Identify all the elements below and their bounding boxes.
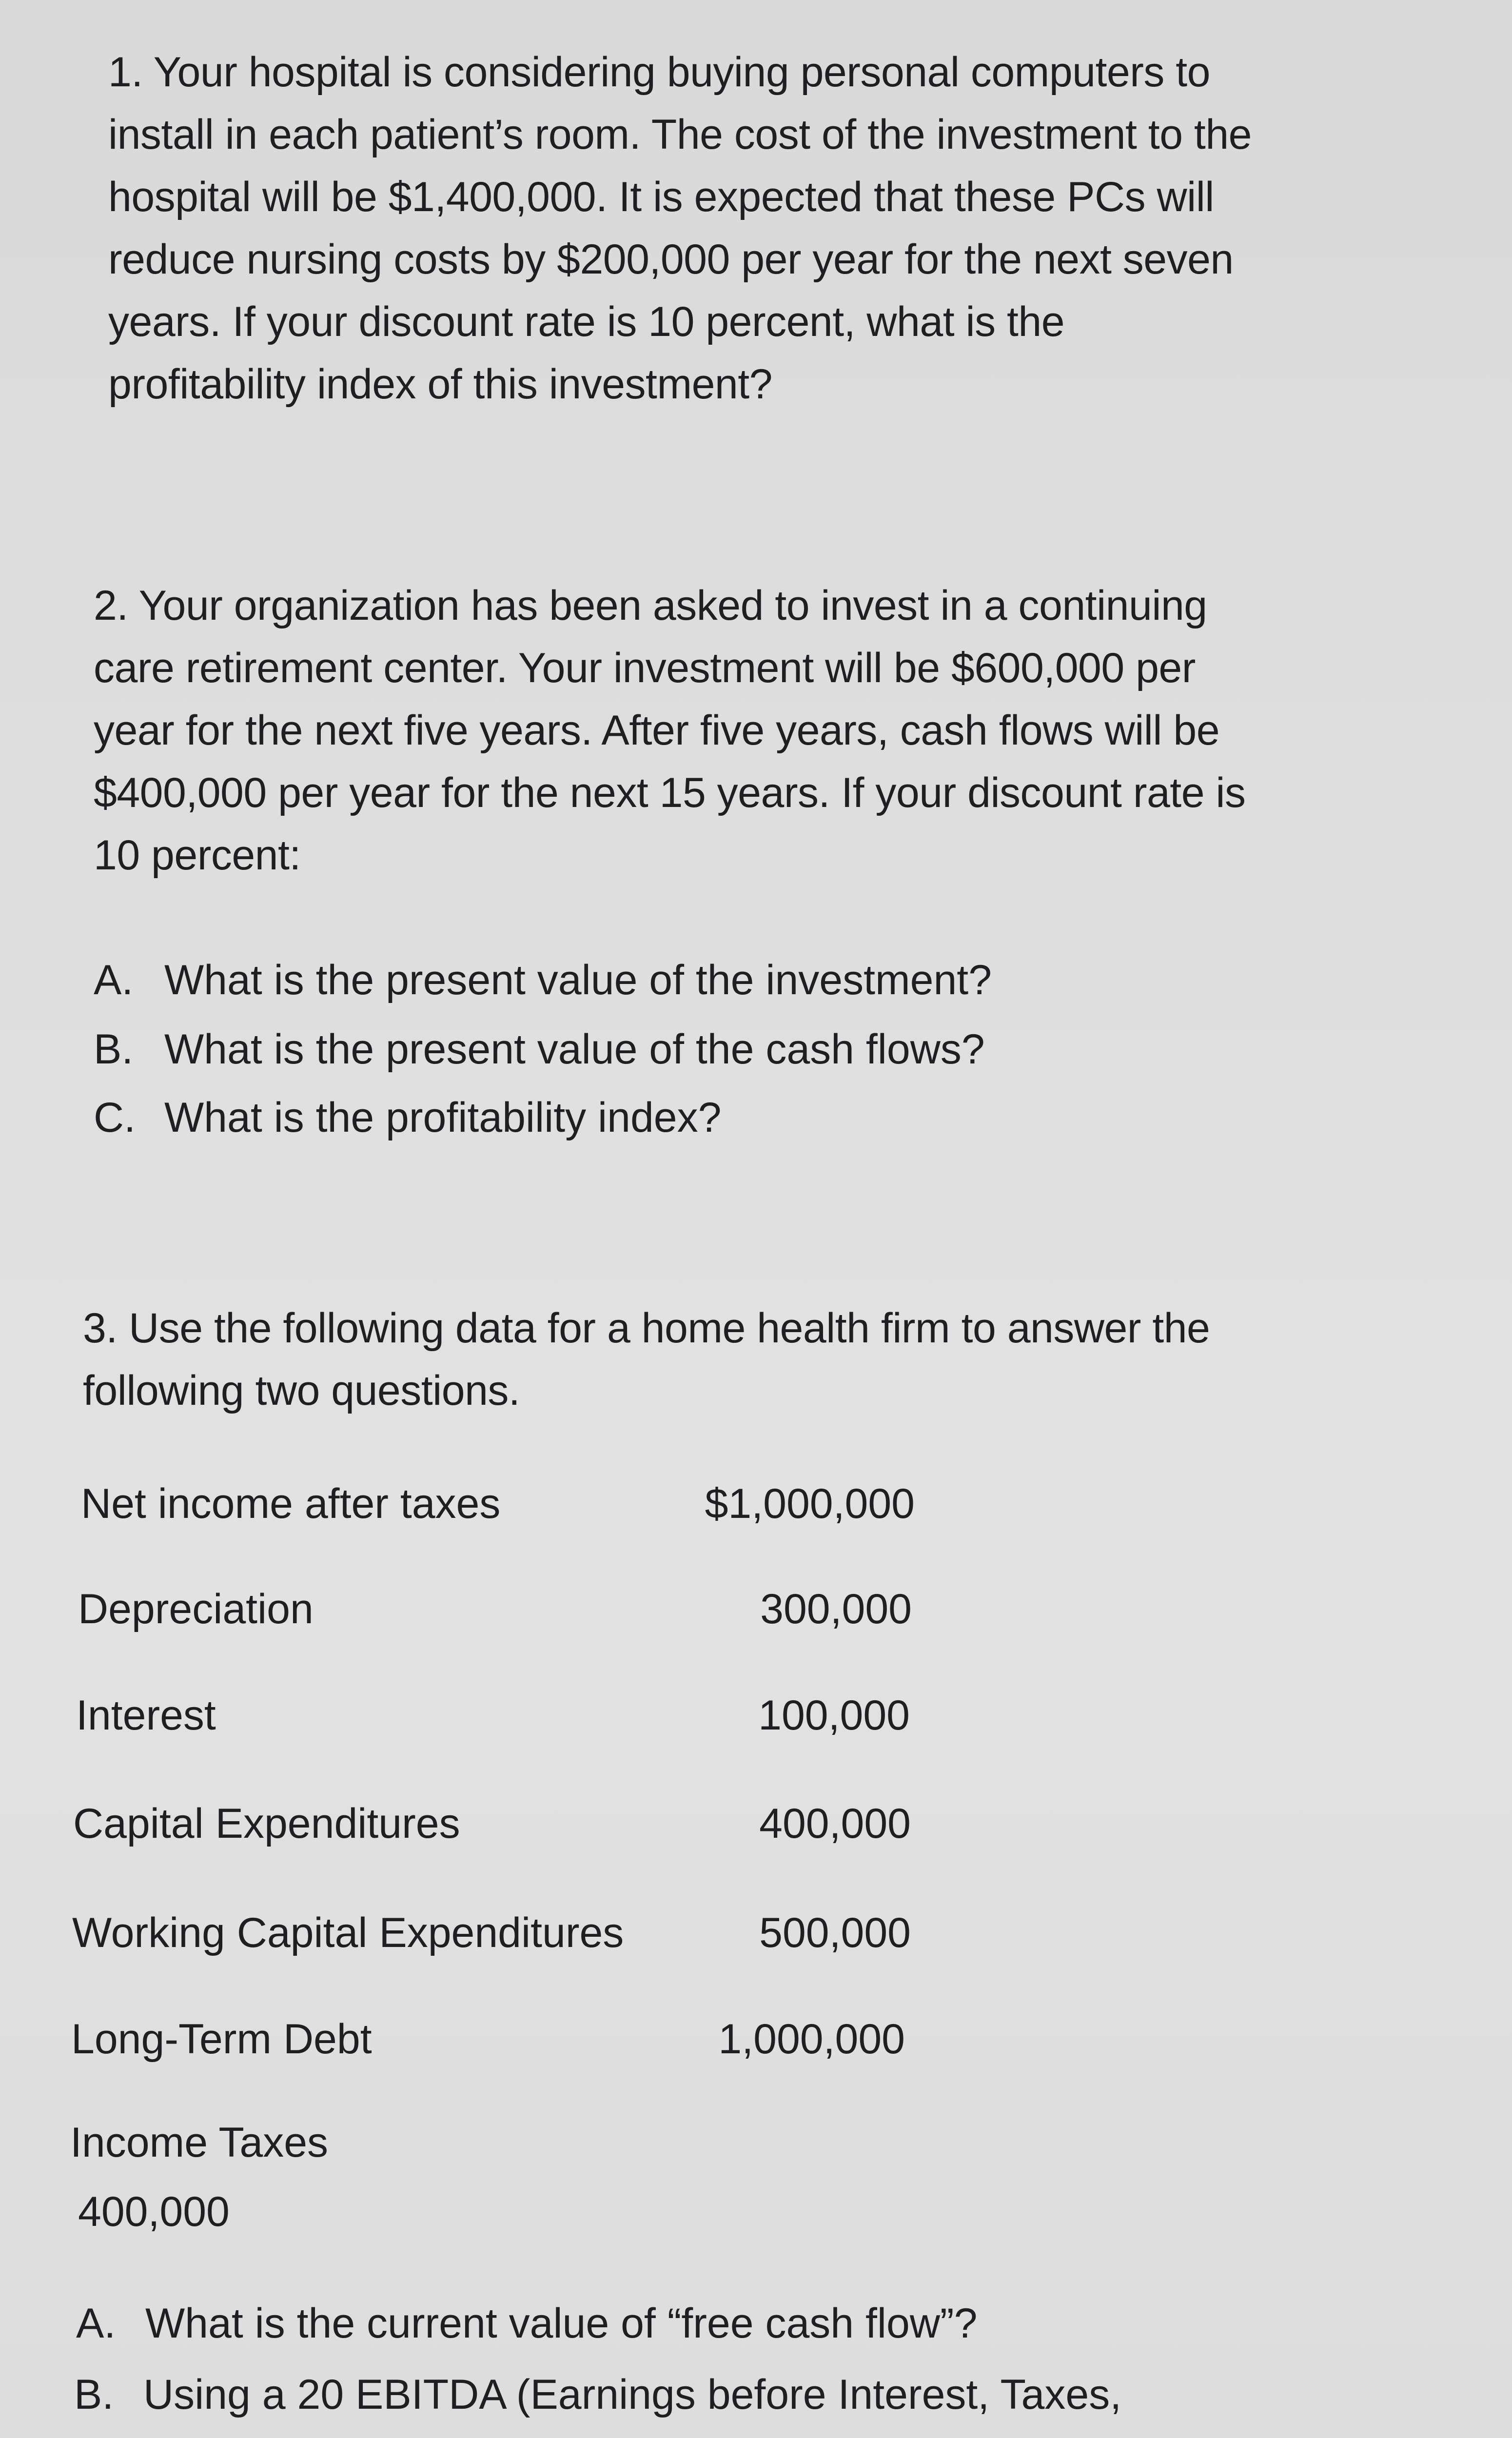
row-label: Interest (76, 1692, 216, 1739)
question-2-line: 2. Your organization has been asked to invest in a continuing (94, 582, 1207, 629)
list-letter: C. (94, 1094, 136, 1141)
question-3-line: 3. Use the following data for a home health firm to answer the (83, 1305, 1210, 1352)
list-letter: B. (74, 2371, 114, 2418)
row-label: Capital Expenditures (73, 1800, 460, 1847)
income-taxes-label: Income Taxes (70, 2119, 329, 2166)
list-letter: A. (94, 957, 134, 1003)
list-letter: A. (76, 2300, 116, 2347)
question-2-line: 10 percent: (94, 832, 301, 879)
income-taxes-value: 400,000 (78, 2188, 230, 2235)
question-3-line: following two questions. (83, 1367, 520, 1414)
question-2 (94, 574, 1246, 886)
row-value: $1,000,000 (705, 1480, 915, 1527)
question-1-line: 1. Your hospital is considering buying personal computers to (108, 49, 1210, 96)
question-2-line: care retirement center. Your investment will be $600,000 per (94, 645, 1196, 691)
list-text: What is the present value of the investment? (164, 957, 992, 1003)
list-text (143, 2429, 1169, 2438)
row-value: 500,000 (759, 1909, 911, 1956)
question-1-line: profitability index of this investment? (108, 361, 772, 408)
row-value: 100,000 (758, 1692, 910, 1739)
list-text: What is the current value of “free cash flow”? (145, 2300, 978, 2347)
question-2-line: year for the next five years. After five years, cash flows will be (94, 707, 1220, 754)
question-2-line: $400,000 per year for the next 15 years. If your discount rate is (94, 769, 1246, 816)
row-value: 300,000 (760, 1586, 912, 1632)
question-2-item-c (94, 1088, 721, 1147)
question-1 (108, 41, 1252, 415)
row-value: 400,000 (759, 1800, 911, 1847)
question-3-item-b (74, 2360, 1439, 2438)
row-label: Net income after taxes (81, 1480, 501, 1527)
question-3-item-a (76, 2289, 1441, 2367)
row-label: Working Capital Expenditures (72, 1909, 624, 1956)
row-label: Depreciation (78, 1586, 314, 1632)
list-text: What is the profitability index? (164, 1094, 722, 1141)
row-value: 1,000,000 (718, 2016, 905, 2063)
row-label: Long-Term Debt (71, 2016, 372, 2063)
question-1-line: years. If your discount rate is 10 percent, what is the (108, 298, 1065, 345)
list-text: What is the present value of the cash flows? (164, 1026, 985, 1073)
question-2-item-b (94, 1020, 985, 1079)
list-text: Using a 20 EBITDA (Earnings before Interest, Taxes, (143, 2371, 1122, 2418)
question-1-line: reduce nursing costs by $200,000 per year for the next seven (108, 236, 1234, 283)
question-2-item-a (94, 951, 992, 1009)
list-letter: B. (94, 1026, 134, 1073)
question-1-line: install in each patient’s room. The cost of the investment to the (108, 111, 1252, 158)
question-3 (83, 1297, 1210, 1422)
question-1-line: hospital will be $1,400,000. It is expected that these PCs will (108, 174, 1214, 220)
